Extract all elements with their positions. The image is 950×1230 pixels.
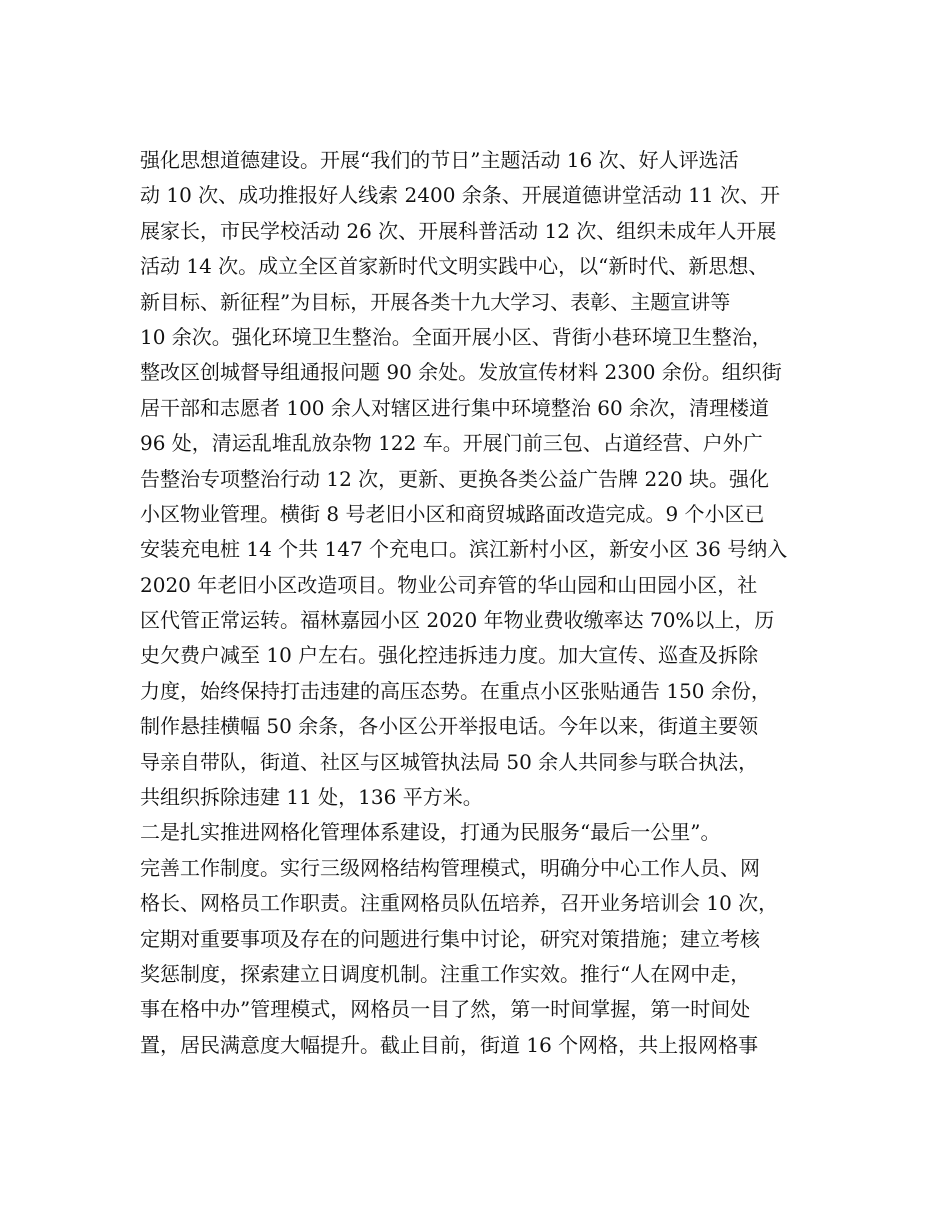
text-line: 强化思想道德建设。开展“我们的节日”主题活动 16 次、好人评选活 <box>140 148 739 172</box>
text-line: 区代管正常运转。福林嘉园小区 2020 年物业费收缴率达 70%以上，历 <box>140 608 775 633</box>
text-line: 2020 年老旧小区改造项目。物业公司弃管的华山园和山田园小区，社 <box>140 572 758 597</box>
text-line: 活动 14 次。成立全区首家新时代文明实践中心，以“新时代、新思想、 <box>140 254 769 279</box>
text-line: 事在格中办”管理模式，网格员一目了然，第一时间掌握，第一时间处 <box>140 997 751 1022</box>
text-line: 新目标、新征程”为目标，开展各类十九大学习、表彰、主题宣讲等 <box>140 289 731 314</box>
text-line: 10 余次。强化环境卫生整治。全面开展小区、背街小巷环境卫生整治， <box>140 324 772 349</box>
text-line: 告整治专项整治行动 12 次，更新、更换各类公益广告牌 220 块。强化 <box>140 466 770 491</box>
text-line: 小区物业管理。横街 8 号老旧小区和商贸城路面改造完成。9 个小区已 <box>140 501 765 526</box>
text-line: 展家长，市民学校活动 26 次、开展科普活动 12 次、组织未成年人开展 <box>140 218 777 243</box>
document-body <box>140 143 830 1063</box>
text-line: 导亲自带队，街道、社区与区城管执法局 50 余人共同参与联合执法， <box>140 749 759 774</box>
text-line: 共组织拆除违建 11 处，136 平方米。 <box>140 785 483 810</box>
text-line: 整改区创城督导组通报问题 90 余处。发放宣传材料 2300 余份。组织街 <box>140 360 782 385</box>
section-heading: 二是扎实推进网格化管理体系建设，打通为民服务“最后一公里”。 <box>140 820 721 845</box>
text-line: 奖惩制度，探索建立日调度机制。注重工作实效。推行“人在网中走， <box>140 961 751 986</box>
text-line: 制作悬挂横幅 50 余条，各小区公开举报电话。今年以来，街道主要领 <box>140 714 759 739</box>
text-line: 96 处，清运乱堆乱放杂物 122 车。开展门前三包、占道经营、户外广 <box>140 431 763 456</box>
text-line: 完善工作制度。实行三级网格结构管理模式，明确分中心工作人员、网 <box>140 855 760 880</box>
text-line: 置，居民满意度大幅提升。截止目前，街道 16 个网格，共上报网格事 <box>140 1032 759 1057</box>
text-line: 力度，始终保持打击违建的高压态势。在重点小区张贴通告 150 余份， <box>140 678 771 703</box>
text-line: 史欠费户减至 10 户左右。强化控违拆违力度。加大宣传、巡查及拆除 <box>140 643 759 668</box>
text-line: 定期对重要事项及存在的问题进行集中讨论，研究对策措施；建立考核 <box>140 926 760 951</box>
text-line: 安装充电桩 14 个共 147 个充电口。滨江新村小区，新安小区 36 号纳入 <box>140 537 788 562</box>
text-line: 居干部和志愿者 100 余人对辖区进行集中环境整治 60 余次，清理楼道 <box>140 395 770 420</box>
text-line: 动 10 次、成功推报好人线索 2400 余条、开展道德讲堂活动 11 次、开 <box>140 183 780 208</box>
text-line: 格长、网格员工作职责。注重网格员队伍培养，召开业务培训会 10 次， <box>140 891 779 916</box>
